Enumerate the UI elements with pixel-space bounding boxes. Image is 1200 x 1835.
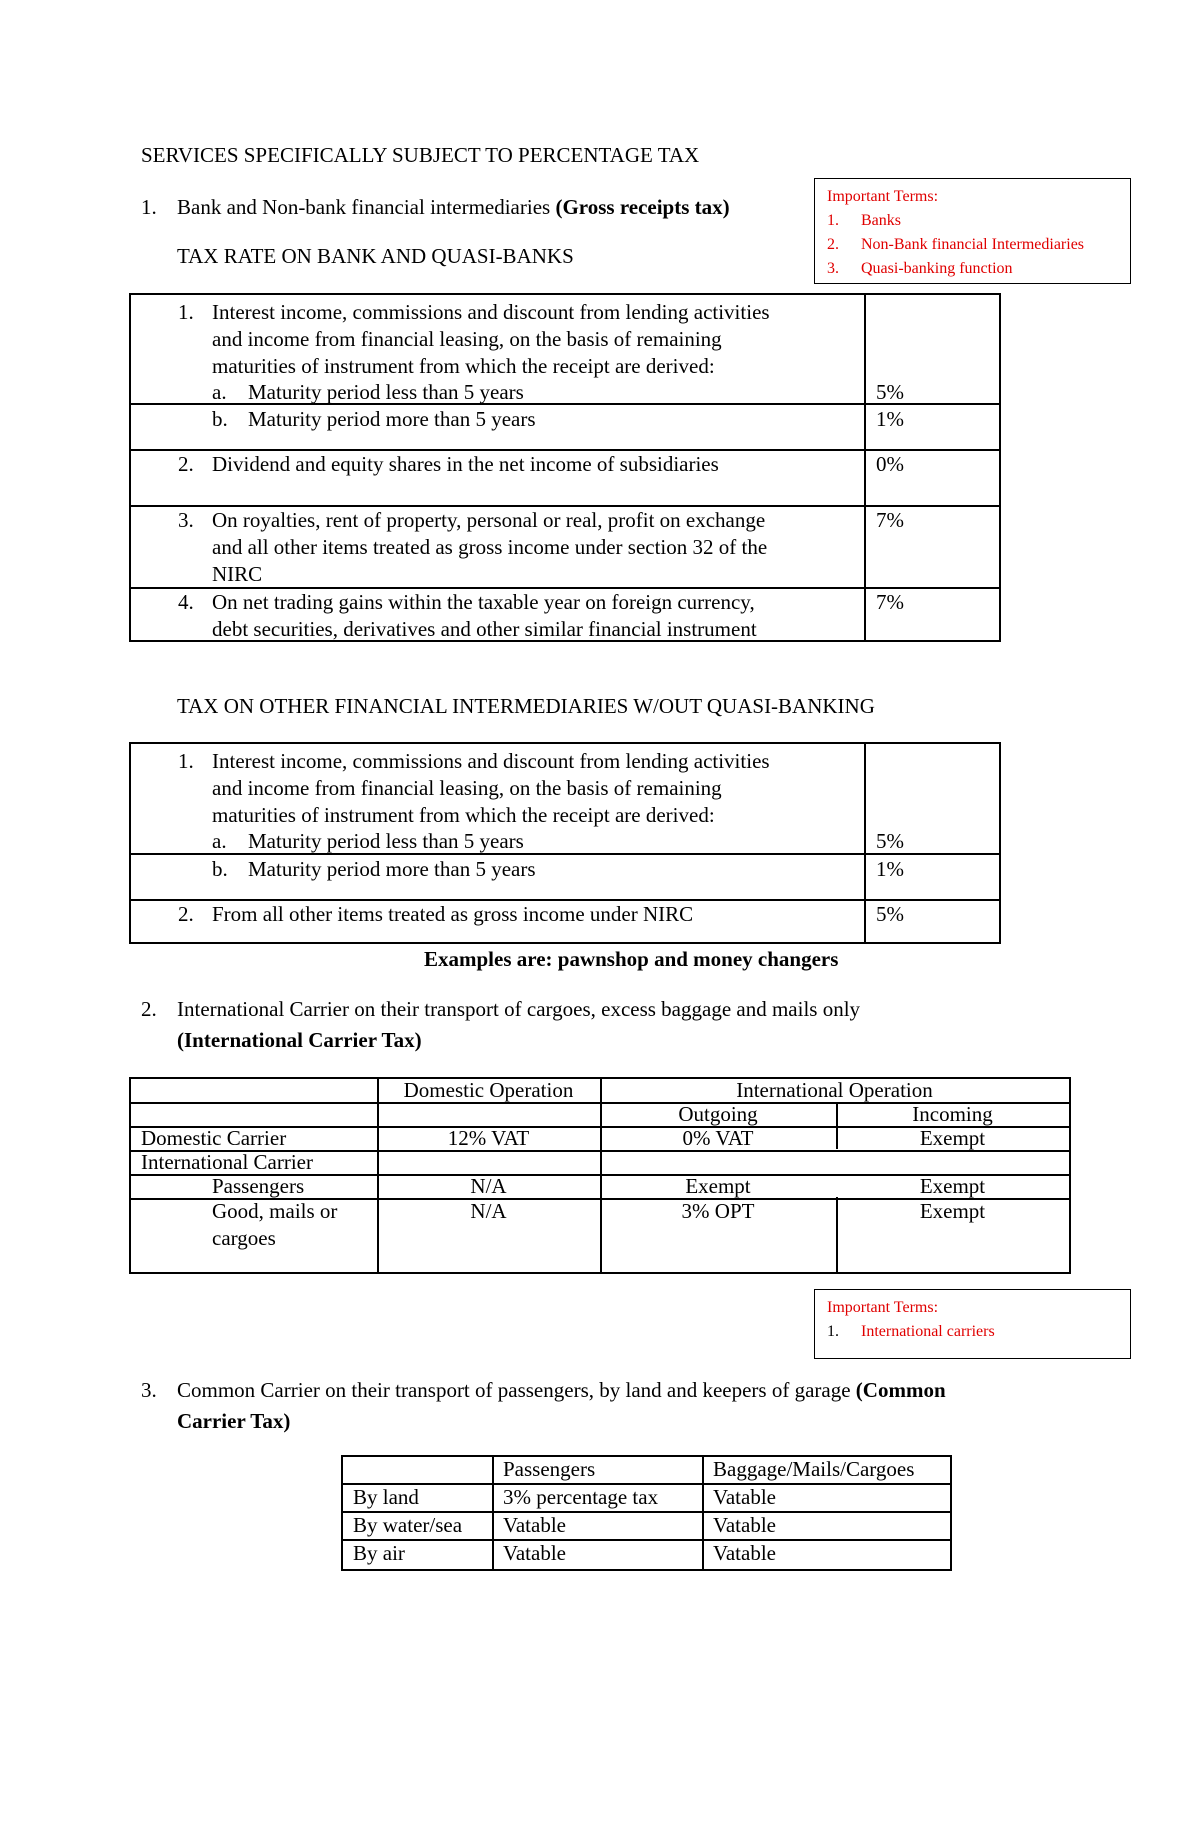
terms-item: 1. Banks <box>827 212 901 229</box>
table-cell: 1% <box>876 407 904 431</box>
item-1-number: 1. <box>141 195 157 219</box>
item-1 <box>141 194 730 221</box>
table-header: Outgoing <box>678 1102 758 1126</box>
table-cell: Exempt <box>919 1199 986 1223</box>
table-cell: By air <box>353 1541 405 1565</box>
table-cell: b. <box>212 407 228 431</box>
item-3-tax: Carrier Tax) <box>177 1409 291 1433</box>
table-cell: Passengers <box>212 1174 305 1198</box>
table-cell: 4. <box>178 590 194 614</box>
table-cell: Dividend and equity shares in the net income of subsidiaries <box>212 452 719 476</box>
table-cell: International Carrier <box>141 1150 313 1174</box>
examples-note: Examples are: pawnshop and money changers <box>424 947 839 971</box>
table-cell: cargoes <box>212 1226 276 1250</box>
table-cell: Vatable <box>713 1485 776 1509</box>
table-cell: 3. <box>178 508 194 532</box>
item-1-text: Bank and Non-bank financial intermediaries <box>177 195 551 219</box>
bank-table-title: TAX RATE ON BANK AND QUASI-BANKS <box>177 244 574 268</box>
table-cell: Maturity period less than 5 years <box>248 829 524 853</box>
other-rates-table <box>129 742 1001 944</box>
table-cell: b. <box>212 857 228 881</box>
other-table-title: TAX ON OTHER FINANCIAL INTERMEDIARIES W/OUT QUASI-BANKING <box>177 694 875 718</box>
table-header: Passengers <box>503 1457 596 1481</box>
carrier-tax-table <box>129 1077 1071 1274</box>
table-header: International Operation <box>736 1078 933 1102</box>
table-cell: maturities of instrument from which the receipt are derived: <box>212 354 715 378</box>
terms-item: 3. Quasi-banking function <box>827 260 1013 277</box>
terms-title: Important Terms: <box>827 188 939 205</box>
table-cell: and all other items treated as gross income under section 32 of the <box>212 535 768 559</box>
table-cell: debt securities, derivatives and other similar financial instrument <box>212 617 757 641</box>
table-cell: From all other items treated as gross income under NIRC <box>212 902 694 926</box>
table-cell: 3% percentage tax <box>503 1485 659 1509</box>
table-cell: On royalties, rent of property, personal or real, profit on exchange <box>212 508 766 532</box>
table-cell: Maturity period more than 5 years <box>248 407 536 431</box>
table-cell: Exempt <box>919 1174 986 1198</box>
table-cell: 2. <box>178 902 194 926</box>
table-cell: a. <box>212 829 227 853</box>
table-cell: Domestic Carrier <box>141 1126 287 1150</box>
table-cell: 5% <box>876 380 904 404</box>
table-cell: 12% VAT <box>447 1126 530 1150</box>
table-cell: 7% <box>876 508 904 532</box>
table-cell: Maturity period more than 5 years <box>248 857 536 881</box>
table-cell: Interest income, commissions and discount from lending activities <box>212 749 770 773</box>
terms-item: 2. Non-Bank financial Intermediaries <box>827 236 1085 253</box>
terms-title: Important Terms: <box>827 1299 939 1316</box>
bank-rates-table <box>129 293 1001 642</box>
table-cell: 1. <box>178 749 194 773</box>
table-header: Baggage/Mails/Cargoes <box>713 1457 915 1481</box>
table-cell: Good, mails or <box>212 1199 338 1223</box>
table-cell: 7% <box>876 590 904 614</box>
table-cell: 1. <box>178 300 194 324</box>
table-header: Incoming <box>912 1102 993 1126</box>
table-cell: 0% <box>876 452 904 476</box>
page-heading: SERVICES SPECIFICALLY SUBJECT TO PERCENTAGE TAX <box>141 143 700 167</box>
item-2-tax: (International Carrier Tax) <box>177 1028 422 1052</box>
table-cell: 5% <box>876 829 904 853</box>
table-cell: and income from financial leasing, on the basis of remaining <box>212 327 722 351</box>
table-header: Domestic Operation <box>403 1078 574 1102</box>
table-cell: N/A <box>470 1199 507 1223</box>
table-cell: Exempt <box>685 1174 751 1198</box>
table-cell: Vatable <box>503 1541 566 1565</box>
common-carrier-table <box>341 1455 952 1571</box>
table-cell: NIRC <box>212 562 263 586</box>
item-1-tax: (Gross receipts tax) <box>555 195 730 219</box>
item-2: 2. International Carrier on their transport of cargoes, excess baggage and mails only <box>141 997 861 1021</box>
important-terms-box <box>814 1289 1131 1359</box>
item-3: 3. Common Carrier on their transport of passengers, by land and keepers of garage (Common <box>141 1378 946 1402</box>
table-cell: Vatable <box>713 1541 776 1565</box>
table-cell: and income from financial leasing, on the basis of remaining <box>212 776 722 800</box>
table-cell: a. <box>212 380 227 404</box>
table-cell: maturities of instrument from which the receipt are derived: <box>212 803 715 827</box>
table-cell: 1% <box>876 857 904 881</box>
table-cell: 5% <box>876 902 904 926</box>
table-cell: Vatable <box>503 1513 566 1537</box>
table-cell: By water/sea <box>353 1513 463 1537</box>
table-cell: By land <box>353 1485 419 1509</box>
table-cell: Vatable <box>713 1513 776 1537</box>
table-cell: Maturity period less than 5 years <box>248 380 524 404</box>
table-cell: On net trading gains within the taxable year on foreign currency, <box>212 590 755 614</box>
table-cell: 2. <box>178 452 194 476</box>
table-cell: Interest income, commissions and discount from lending activities <box>212 300 770 324</box>
table-cell: N/A <box>470 1174 507 1198</box>
terms-item: 1. International carriers <box>827 1323 995 1340</box>
important-terms-box <box>814 178 1131 284</box>
table-cell: Exempt <box>919 1126 986 1150</box>
table-cell: 0% VAT <box>682 1126 754 1150</box>
table-cell: 3% OPT <box>681 1199 755 1223</box>
